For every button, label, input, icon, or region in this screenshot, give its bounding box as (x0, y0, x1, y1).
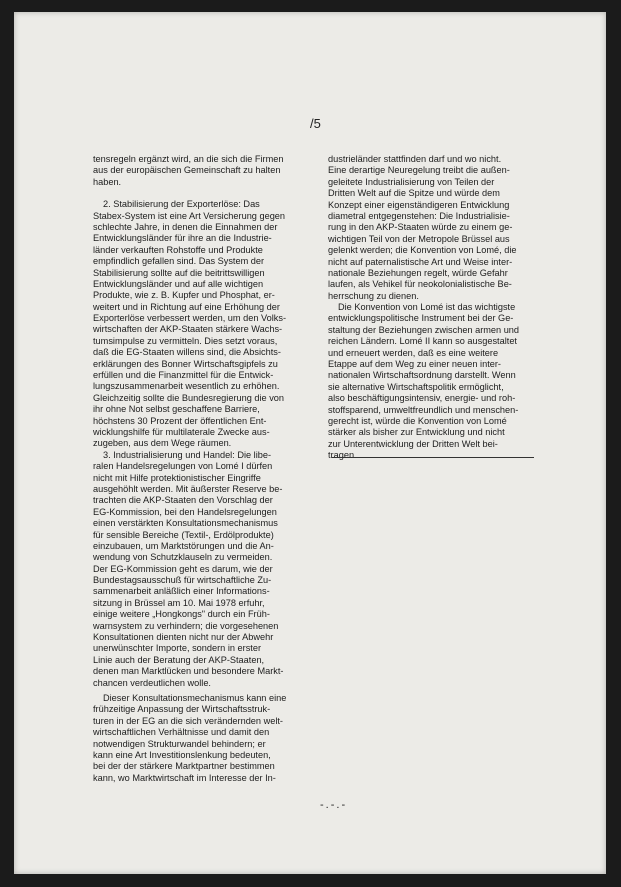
text-line: erfüllen und die Finanzmittel für die Entwick- (93, 370, 274, 381)
text-line: Dieser Konsultationsmechanismus kann eine (103, 692, 287, 703)
text-line: herrschung zu dienen. (328, 290, 419, 301)
text-line: trachten die AKP-Staaten den Vorschlag der (93, 495, 273, 506)
text-line: Stabex-System ist eine Art Versicherung gegen (93, 210, 286, 221)
text-line: wirtschaftlichen Verhältnisse und damit den (93, 727, 270, 738)
text-line: geleitete Industrialisierung von Teilen der (328, 176, 495, 187)
text-line: Etappe auf dem Weg zu einer neuen inter- (328, 359, 501, 370)
text-line: wicklungshilfe für multilaterale Zwecke aus- (93, 426, 270, 437)
text-line: stärker als bisher zur Entwicklung und nicht (328, 427, 505, 438)
text-line: laufen, als Vehikel für neokolonialistische Be- (328, 279, 512, 290)
text-line: frühzeitige Anpassung der Wirtschaftsstruk- (93, 704, 271, 715)
text-line: kann, wo Marktwirtschaft im Interesse der In- (93, 772, 276, 783)
text-line: länder verkauften Rohstoffe und Produkte (93, 244, 263, 255)
text-line: warnsystem zu verhindern; die vorgesehenen (93, 620, 279, 631)
text-line: und erneuert werden, daß es eine weitere (328, 347, 499, 358)
text-line: ralen Handelsregelungen von Lomé I dürfen (93, 461, 273, 472)
text-line: sammenarbeit anläßlich einer Informations- (93, 586, 270, 597)
text-line: tragen. (328, 450, 357, 461)
text-line: 3. Industrialisierung und Handel: Die libe- (103, 449, 272, 460)
text-line: chancen verdeutlichen wolle. (93, 677, 211, 688)
text-line: ausgehöhlt werden. Mit äußerster Reserve be- (93, 483, 283, 494)
text-line: reichen Ländern. Lomé II kann so ausgestaltet (328, 336, 517, 347)
text-line: nationalen Wirtschaftsordnung darstellt. Wenn (328, 370, 516, 381)
text-line: kann eine Art Investitionslenkung bedeuten, (93, 749, 271, 760)
text-line: Eine derartige Neuregelung treibt die außen- (328, 165, 510, 176)
text-line: Entwicklungsländer für ihre an die Industrie- (93, 233, 272, 244)
text-line: 2. Stabilisierung der Exporterlöse: Das (103, 199, 260, 210)
text-line: dustrieländer stattfinden darf und wo nicht. (328, 154, 502, 164)
text-line: diametral entgegenstehen: Die Industrialisie- (328, 210, 510, 221)
document-page (14, 12, 606, 874)
text-line: bei der der stärkere Marktpartner bestimmen (93, 761, 275, 772)
text-line: entwicklungspolitische Instrument bei der Ge- (328, 313, 514, 324)
paragraph-gap (93, 188, 307, 199)
text-line: schlechte Jahre, in denen die Einnahmen der (93, 221, 278, 232)
text-line: ihr ohne Not selbst geschaffene Barriere, (93, 404, 260, 415)
text-line: nicht mit Hilfe protektionistischer Eingriffe (93, 472, 261, 483)
text-line: unerwünschter Importe, sondern in erster (93, 643, 262, 654)
text-line: Linie auch der Beratung der AKP-Staaten, (93, 654, 265, 665)
text-line: gerecht ist, würde die Konvention von Lomé (328, 415, 507, 426)
text-line: notwendigen Strukturwandel behindern; er (93, 738, 266, 749)
text-line: also beschäftigungsintensiv, energie- und roh- (328, 393, 516, 404)
text-line: höchstens 30 Prozent der öffentlichen Ent- (93, 415, 267, 426)
text-line: wichtigen Teil von der Metropole Brüssel aus (328, 233, 510, 244)
text-line: aus der europäischen Gemeinschaft zu halten (93, 165, 281, 176)
text-line: tumsimpulse zu vermitteln. Dies setzt voraus, (93, 335, 278, 346)
text-line: rung in den AKP-Staaten würde zu einem ge- (328, 222, 513, 233)
left-text-column (93, 154, 307, 784)
page-number: /5 (310, 116, 321, 131)
text-line: zugeben, aus dem Wege räumen. (93, 438, 232, 449)
text-line: erklärungen des Bonner Wirtschaftsgipfels zu (93, 358, 278, 369)
end-of-article-rule (332, 457, 534, 458)
text-line: daß die EG-Staaten willens sind, die Absichts- (93, 347, 281, 358)
text-line: wendung von Schutzklauseln zu vermeiden. (93, 552, 273, 563)
text-line: nicht auf paternalistische Art und Weise inter- (328, 256, 513, 267)
text-line: Bundestagsausschuß für wirtschaftliche Zu- (93, 575, 272, 586)
text-line: gelenkt werden; die Konvention von Lomé, die (328, 245, 517, 256)
text-line: einen verstärkten Konsultationsmechanismus (93, 518, 278, 529)
text-line: EG-Kommission, bei den Handelsregelungen (93, 506, 277, 517)
text-line: turen in der EG an die sich verändernden welt- (93, 715, 283, 726)
footer-mark: -.-.- (320, 799, 348, 811)
text-line: wirtschaften der AKP-Staaten stärkere Wachs- (93, 324, 283, 335)
text-line: Stabilisierung sollte auf die beitrittswilligen (93, 267, 265, 278)
text-line: stoffsparend, umweltfreundlich und menschen- (328, 404, 519, 415)
text-line: einzubauen, um Marktstörungen und die An- (93, 540, 274, 551)
text-line: einige weitere „Hongkongs" durch ein Früh- (93, 609, 270, 620)
text-line: denen man Marktlücken und besondere Markt- (93, 666, 284, 677)
text-line: empfindlich gefallen sind. Das System der (93, 256, 265, 267)
text-line: nationale Beziehungen regelt, würde Gefahr (328, 267, 508, 278)
text-line: für sensible Bereiche (Textil-, Erdölprodukte) (93, 529, 274, 540)
text-line: Konsultationen dienten nicht nur der Abwehr (93, 632, 274, 643)
text-line: Entwicklungsländer und auf alle wichtigen (93, 278, 264, 289)
text-line: Produkte, wie z. B. Kupfer und Phosphat, er- (93, 290, 275, 301)
text-line: Der EG-Kommission geht es darum, wie der (93, 563, 273, 574)
text-line: sitzung in Brüssel am 10. Mai 1978 erfuhr, (93, 597, 265, 608)
text-line: Dritten Welt auf die Spitze und würde dem (328, 188, 500, 199)
text-line: Gleichzeitig sollte die Bundesregierung die von (93, 392, 285, 403)
right-text-column (328, 154, 546, 462)
text-line: zur Unterentwicklung der Dritten Welt bei- (328, 438, 498, 449)
text-line: Konzept einer eigenständigeren Entwicklung (328, 199, 510, 210)
text-line: staltung der Beziehungen zwischen armen und (328, 324, 520, 335)
text-line: tensregeln ergänzt wird, an die sich die Firmen (93, 154, 284, 164)
text-line: lungszusammenarbeit wesentlich zu erhöhen. (93, 381, 280, 392)
text-line: Exporterlöse verbessert werden, um den Volks- (93, 313, 287, 324)
text-line: sie alternative Wirtschaftspolitik ermöglicht, (328, 381, 504, 392)
text-line: Die Konvention von Lomé ist das wichtigste (338, 302, 516, 313)
text-line: haben. (93, 176, 122, 187)
text-line: weitert und in Richtung auf eine Erhöhung der (93, 301, 280, 312)
